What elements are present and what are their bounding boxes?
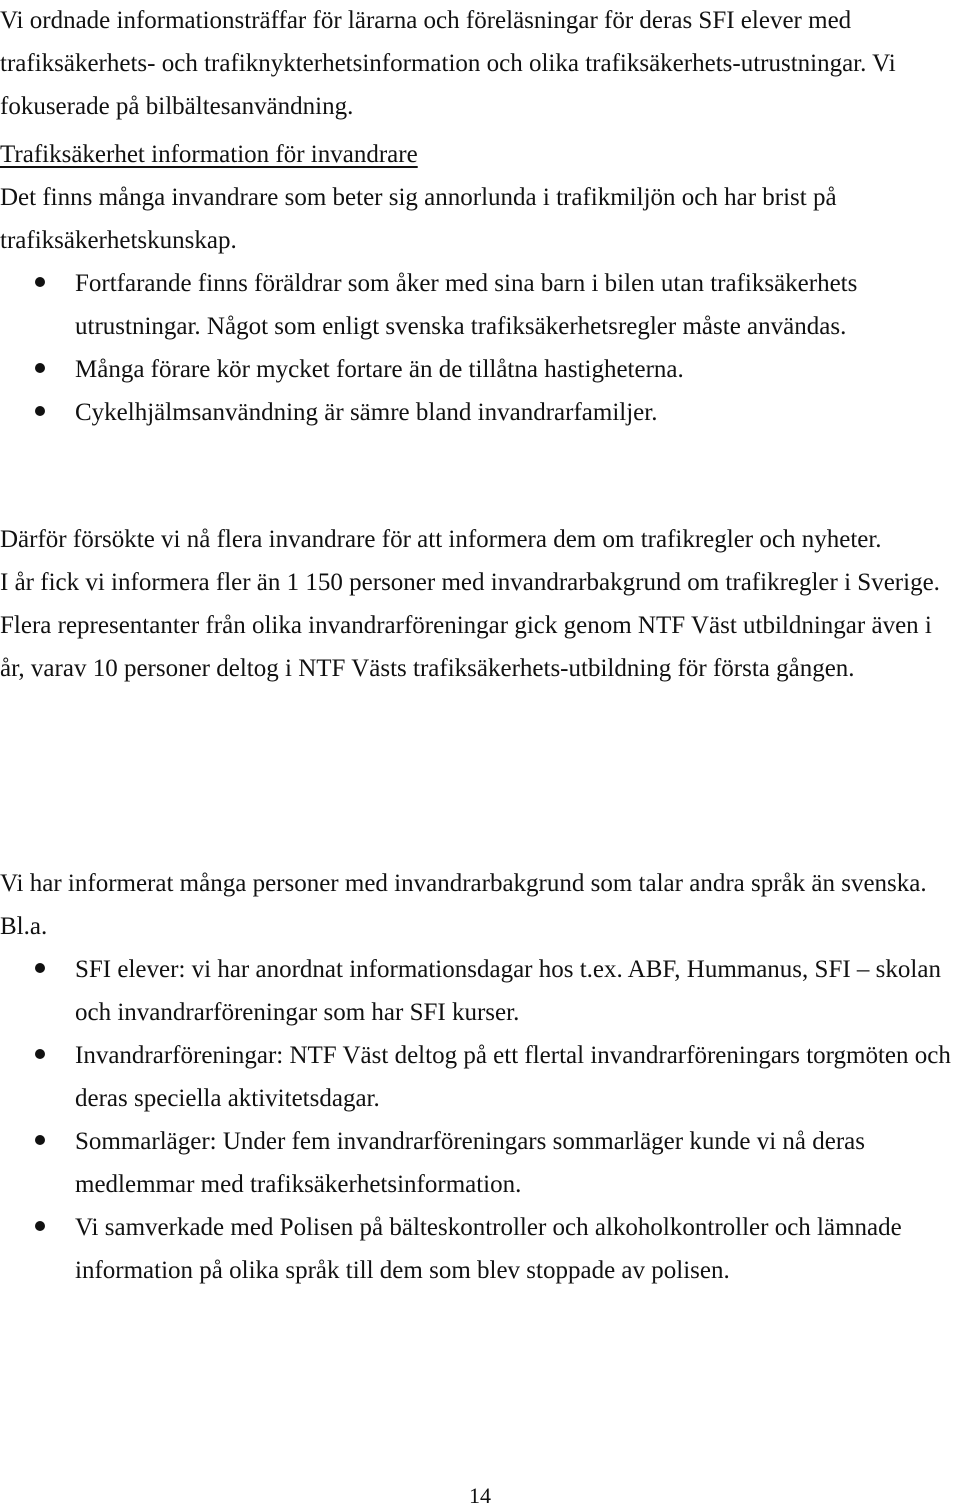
list-item-text: Cykelhjälmsanvändning är sämre bland invandrarfamiljer.	[75, 399, 658, 426]
section-paragraph: Det finns många invandrare som beter sig annorlunda i trafikmiljön och har brist på trafiksäkerhetskunskap.	[0, 184, 837, 254]
list-item	[0, 1120, 960, 1206]
section-languages	[0, 862, 960, 1292]
list-item	[0, 348, 960, 391]
list-item-text: Vi samverkade med Polisen på bälteskontroller och alkoholkontroller och lämnade information på olika språk till dem som blev stoppade av polisen.	[75, 1214, 902, 1284]
bullet-list	[0, 948, 960, 1292]
list-item-text: Invandrarföreningar: NTF Väst deltog på ett flertal invandrarföreningars torgmöten och deras speciella aktivitetsdagar.	[75, 1042, 951, 1112]
list-item-text: SFI elever: vi har anordnat informationsdagar hos t.ex. ABF, Hummanus, SFI – skolan och invandrarföreningar som har SFI kurser.	[75, 956, 941, 1026]
bullet-icon	[35, 963, 45, 973]
list-item	[0, 1206, 960, 1292]
list-item	[0, 391, 960, 434]
list-item-text: Sommarläger: Under fem invandrarföreningars sommarläger kunde vi nå deras medlemmar med trafiksäkerhetsinformation.	[75, 1128, 865, 1198]
bullet-icon	[35, 363, 45, 373]
outreach-paragraph: I år fick vi informera fler än 1 150 personer med invandrarbakgrund om trafikregler i Sverige.	[0, 569, 940, 596]
list-item-text: Många förare kör mycket fortare än de tillåtna hastigheterna.	[75, 356, 684, 383]
list-item	[0, 1034, 960, 1120]
list-item	[0, 262, 960, 348]
intro-paragraph: Vi ordnade informationsträffar för lärarna och föreläsningar för deras SFI elever med trafiksäkerhets- och trafiknykterhetsinformation och olika trafiksäkerhets-utrustningar. Vi fokuserade på bilbältesanvändning.	[0, 7, 896, 120]
bullet-list	[0, 262, 960, 434]
section-intro	[0, 0, 960, 128]
section-outreach	[0, 518, 960, 690]
bullet-icon	[35, 1135, 45, 1145]
outreach-paragraph: Flera representanter från olika invandrarföreningar gick genom NTF Väst utbildningar även i år, varav 10 personer deltog i NTF Västs trafiksäkerhets-utbildning för första gången.	[0, 612, 932, 682]
bullet-icon	[35, 1049, 45, 1059]
list-item-text: Fortfarande finns föräldrar som åker med sina barn i bilen utan trafiksäkerhets utrustningar. Något som enligt svenska trafiksäkerhetsregler måste användas.	[75, 270, 858, 340]
bullet-icon	[35, 277, 45, 287]
list-item	[0, 948, 960, 1034]
languages-intro: Vi har informerat många personer med invandrarbakgrund som talar andra språk än svenska. Bl.a.	[0, 870, 927, 940]
outreach-paragraph: Därför försökte vi nå flera invandrare för att informera dem om trafikregler och nyheter.	[0, 526, 882, 553]
bullet-icon	[35, 406, 45, 416]
bullet-icon	[35, 1221, 45, 1231]
section-traffic-safety-info	[0, 133, 960, 434]
section-heading: Trafiksäkerhet information för invandrare	[0, 141, 418, 168]
page-number: 14	[469, 1483, 491, 1508]
